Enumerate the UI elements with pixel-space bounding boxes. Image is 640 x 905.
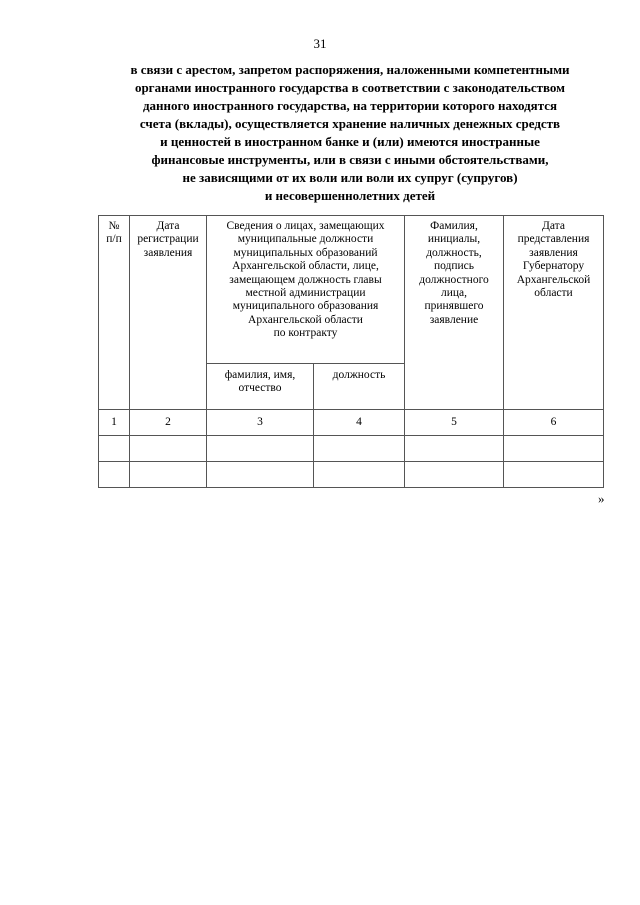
column-number-row [99,410,604,436]
empty-cell [207,462,314,488]
header-text [314,369,404,382]
empty-cell [99,436,130,462]
column-number: 1 [99,410,130,436]
header-line: области [534,287,573,300]
header-text [207,220,404,341]
header-line: местной администрации [245,287,366,300]
header-line: отчество [238,382,282,395]
empty-cell [207,436,314,462]
column-number: 6 [504,410,604,436]
column-number: 5 [405,410,504,436]
header-line: должностного [419,273,489,286]
header-line: № [108,220,120,232]
heading-line: финансовые инструменты, или в связи с иными обстоятельствами, [151,152,549,167]
header-submission-date [504,216,604,410]
header-line: Архангельской [516,273,591,286]
empty-cell [405,462,504,488]
empty-cell [130,462,207,488]
header-line: должность, [426,246,482,259]
heading-line: данного иностранного государства, на территории которого находятся [142,98,558,113]
column-number: 4 [314,410,405,436]
heading-line: и ценностей в иностранном банке и (или) имеются иностранные [160,134,540,149]
table-row [99,462,604,488]
header-full-name [207,364,314,410]
heading-line: и несовершеннолетних детей [264,188,436,203]
registration-table [98,215,604,488]
table-row [99,436,604,462]
empty-cell [314,436,405,462]
header-persons-info [207,216,405,364]
header-text [504,220,603,300]
header-line: заявление [429,313,479,326]
header-line: п/п [106,233,122,246]
header-line: регистрации [137,233,199,246]
header-line: подпись [433,260,475,273]
header-line: Губернатору [522,260,585,273]
empty-cell [405,436,504,462]
heading-line: в связи с арестом, запретом распоряжения, наложенными компетентными [130,62,570,77]
header-line: Архангельской области [248,313,363,326]
header-line: Сведения о лицах, замещающих [226,220,385,232]
heading-line: органами иностранного государства в соответствии с законодательством [134,80,566,95]
header-line: должность [332,369,386,381]
header-text [405,220,503,327]
header-line: муниципальных образований [233,246,378,259]
header-line: муниципальные должности [237,233,374,246]
header-line: Фамилия, [430,220,478,232]
header-line: муниципального образования [232,300,379,313]
header-line: заявления [529,246,578,259]
header-registration-date [130,216,207,410]
header-line: по контракту [273,327,338,340]
heading-line: не зависящими от их воли или воли их супруг (супругов) [182,170,518,185]
column-number: 3 [207,410,314,436]
header-position [314,364,405,410]
empty-cell [504,462,604,488]
empty-cell [314,462,405,488]
header-number [99,216,130,410]
header-line: заявления [143,246,193,259]
empty-cell [130,436,207,462]
closing-quote: » [598,491,605,506]
header-text [99,220,129,247]
empty-cell [99,462,130,488]
header-text [130,220,206,260]
header-text [207,369,313,396]
header-line: Дата [156,220,180,232]
header-line: представления [517,233,590,246]
header-line: Архангельской области, лице, [232,260,379,273]
header-line: фамилия, имя, [224,369,296,381]
header-line: Дата [542,220,565,232]
header-line: лица, [440,287,468,300]
header-line: замещающем должность главы [229,273,382,286]
section-heading [60,61,640,205]
header-accepted-by [405,216,504,410]
header-line: принявшего [424,300,484,313]
column-number: 2 [130,410,207,436]
page-number: 31 [313,36,327,51]
header-line: инициалы, [427,233,481,246]
heading-line: счета (вклады), осуществляется хранение наличных денежных средств [139,116,561,131]
empty-cell [504,436,604,462]
